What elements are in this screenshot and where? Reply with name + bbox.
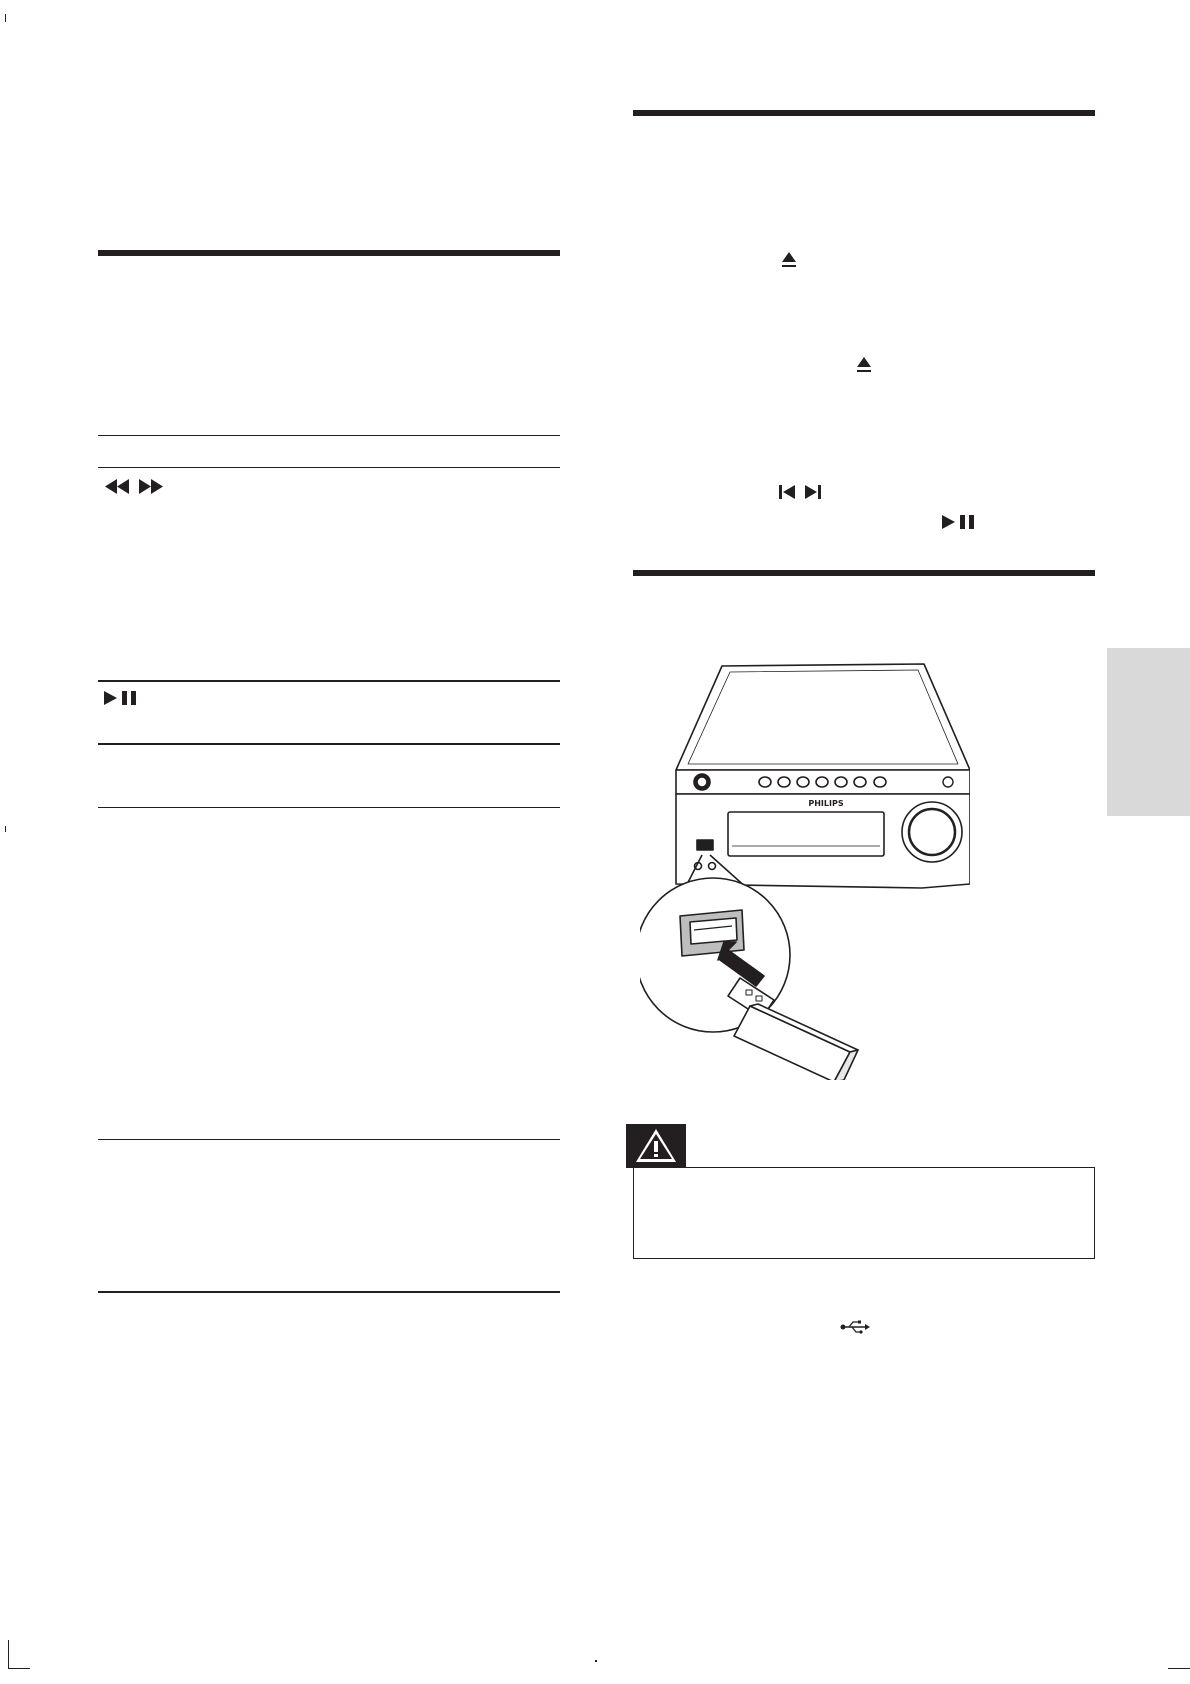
crop-mark — [8, 1668, 30, 1669]
warning-box — [633, 1167, 1095, 1259]
section-rule — [98, 250, 560, 256]
crop-mark — [595, 1660, 597, 1662]
play-pause-icon — [103, 690, 141, 706]
crop-mark — [5, 826, 6, 832]
table-rule — [98, 467, 560, 468]
table-rule — [98, 743, 560, 745]
usb-icon — [840, 1320, 870, 1334]
usb-connection-illustration — [640, 660, 970, 1080]
eject-icon — [856, 356, 872, 373]
section-rule — [633, 570, 1095, 576]
previous-next-icon — [778, 483, 824, 501]
table-rule — [98, 435, 560, 436]
play-pause-icon — [941, 514, 979, 530]
section-side-tab — [1107, 648, 1190, 816]
eject-icon — [781, 251, 797, 268]
warning-triangle-icon — [626, 1124, 686, 1168]
table-rule — [98, 1291, 560, 1293]
table-rule — [98, 807, 560, 808]
crop-mark — [1168, 1668, 1190, 1669]
crop-mark — [8, 1640, 9, 1668]
table-rule — [98, 1139, 560, 1140]
brand-label: PHILIPS — [808, 799, 844, 808]
section-rule — [633, 110, 1095, 116]
warning-tab — [626, 1124, 686, 1168]
rewind-fast-forward-icon — [103, 478, 169, 495]
crop-mark — [5, 14, 6, 22]
table-rule — [98, 680, 560, 682]
